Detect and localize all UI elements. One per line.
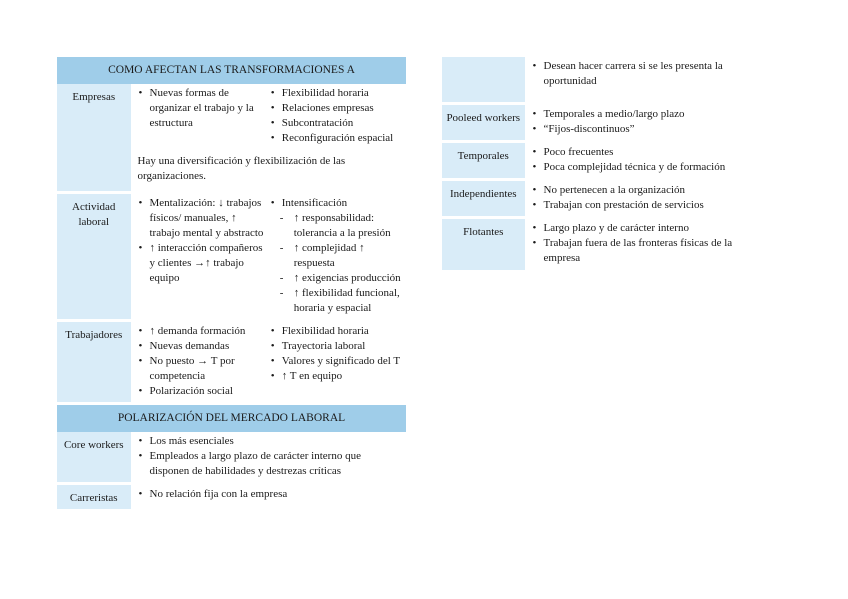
row-content-independientes xyxy=(526,180,762,218)
empresas-paragraph: Hay una diversificación y flexibilización de las organizaciones. xyxy=(137,155,346,182)
list-item: • Relaciones empresas xyxy=(270,101,402,116)
core-workers-list xyxy=(138,434,403,479)
transformations-table xyxy=(57,57,406,512)
list-item: • Trabajan con prestación de servicios xyxy=(532,198,759,213)
list-item: - ↑ responsabilidad: tolerancia a la presión xyxy=(270,211,402,241)
list-item: • Trabajan fuera de las fronteras físicas de la empresa xyxy=(532,236,759,266)
row-content-carreristas xyxy=(132,484,406,511)
row-label-flotantes: Flotantes xyxy=(442,218,526,272)
list-item: • Mentalización: ↓ trabajos físicos/ manuales, ↑ trabajo mental y abstracto xyxy=(138,196,270,241)
temporales-list xyxy=(532,145,759,175)
independientes-list xyxy=(532,183,759,213)
list-item: • Nuevas formas de organizar el trabajo y la estructura xyxy=(138,86,270,131)
list-item: • ↑ demanda formación xyxy=(138,324,270,339)
row-content-pooled-workers xyxy=(526,104,762,142)
list-item: - ↑ flexibilidad funcional, horaria y espacial xyxy=(270,286,402,316)
empresas-list-1 xyxy=(138,86,270,131)
row-label-core-workers: Core workers xyxy=(57,432,132,484)
actividad-list-2 xyxy=(270,196,402,211)
list-item: • Nuevas demandas xyxy=(138,339,270,354)
row-content-core-workers xyxy=(132,432,406,484)
row-label-actividad: Actividad laboral xyxy=(57,193,132,321)
row-pooled-workers xyxy=(442,104,762,142)
row-label-continued xyxy=(442,57,526,104)
list-item: • No relación fija con la empresa xyxy=(138,487,403,502)
worker-types-table xyxy=(442,57,762,273)
row-flotantes xyxy=(442,218,762,272)
list-item: • No pertenecen a la organización xyxy=(532,183,759,198)
continued-list xyxy=(532,59,759,89)
list-item: • Valores y significado del T xyxy=(270,354,402,369)
row-core-workers xyxy=(57,432,406,484)
trabajadores-list-1 xyxy=(138,324,270,399)
list-item: - ↑ complejidad ↑ respuesta xyxy=(270,241,402,271)
row-temporales xyxy=(442,142,762,180)
list-item: • Flexibilidad horaria xyxy=(270,324,402,339)
list-item: - ↑ exigencias producción xyxy=(270,271,402,286)
empresas-list-2 xyxy=(270,86,402,146)
row-label-independientes: Independientes xyxy=(442,180,526,218)
list-item: • Reconfiguración espacial xyxy=(270,131,402,146)
row-carreristas xyxy=(57,484,406,511)
row-actividad xyxy=(57,193,406,321)
flotantes-list xyxy=(532,221,759,266)
row-content-empresas xyxy=(132,84,406,193)
actividad-sublist xyxy=(270,211,402,316)
row-label-trabajadores: Trabajadores xyxy=(57,321,132,404)
row-label-pooled-workers: Pooleed workers xyxy=(442,104,526,142)
list-item: • Poco frecuentes xyxy=(532,145,759,160)
list-item: • Temporales a medio/largo plazo xyxy=(532,107,759,122)
list-item: • Desean hacer carrera si se les presenta la oportunidad xyxy=(532,59,759,89)
section-title-polarizacion: POLARIZACIÓN DEL MERCADO LABORAL xyxy=(57,404,406,433)
trabajadores-list-2 xyxy=(270,324,402,384)
section-title-transformaciones: COMO AFECTAN LAS TRANSFORMACIONES A xyxy=(57,57,406,84)
list-item: • Los más esenciales xyxy=(138,434,403,449)
list-item: • No puesto → T por competencia xyxy=(138,354,270,384)
row-label-carreristas: Carreristas xyxy=(57,484,132,511)
row-independientes xyxy=(442,180,762,218)
list-item: • Flexibilidad horaria xyxy=(270,86,402,101)
row-label-empresas: Empresas xyxy=(57,84,132,193)
list-item: • Poca complejidad técnica y de formación xyxy=(532,160,759,175)
list-item: • “Fijos-discontinuos” xyxy=(532,122,759,137)
list-item: • Largo plazo y de carácter interno xyxy=(532,221,759,236)
row-continued xyxy=(442,57,762,104)
row-empresas xyxy=(57,84,406,193)
list-item: • Empleados a largo plazo de carácter interno que disponen de habilidades y destrezas críticas xyxy=(138,449,403,479)
pooled-workers-list xyxy=(532,107,759,137)
row-trabajadores xyxy=(57,321,406,404)
row-content-actividad xyxy=(132,193,406,321)
list-item: • ↑ interacción compañeros y clientes →↑ trabajo equipo xyxy=(138,241,270,286)
row-content-flotantes xyxy=(526,218,762,272)
list-item: • Polarización social xyxy=(138,384,270,399)
row-content-temporales xyxy=(526,142,762,180)
row-label-temporales: Temporales xyxy=(442,142,526,180)
row-content-continued xyxy=(526,57,762,104)
actividad-list-1 xyxy=(138,196,270,286)
list-item: • Trayectoria laboral xyxy=(270,339,402,354)
row-content-trabajadores xyxy=(132,321,406,404)
list-item: • Intensificación xyxy=(270,196,402,211)
carreristas-list xyxy=(138,487,403,502)
list-item: • ↑ T en equipo xyxy=(270,369,402,384)
list-item: • Subcontratación xyxy=(270,116,402,131)
